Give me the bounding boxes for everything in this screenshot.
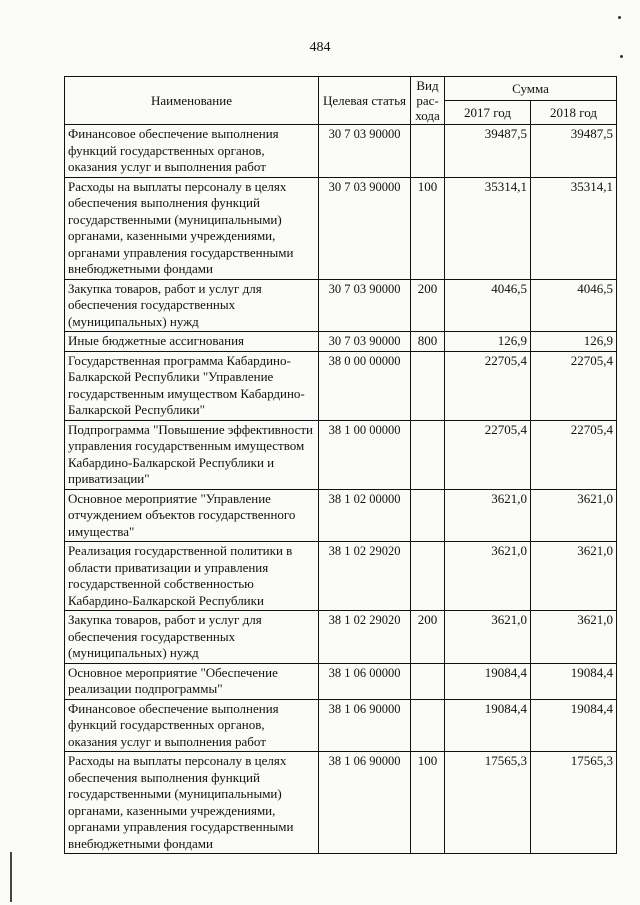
row-vid bbox=[411, 351, 445, 420]
row-code: 38 1 06 90000 bbox=[319, 699, 411, 752]
row-code: 38 0 00 00000 bbox=[319, 351, 411, 420]
table-row bbox=[65, 332, 617, 352]
row-vid bbox=[411, 542, 445, 611]
row-2018: 17565,3 bbox=[531, 752, 617, 854]
budget-table bbox=[64, 76, 617, 854]
row-2018: 3621,0 bbox=[531, 611, 617, 664]
row-2018: 126,9 bbox=[531, 332, 617, 352]
row-vid bbox=[411, 489, 445, 542]
row-vid bbox=[411, 420, 445, 489]
scan-margin-line bbox=[10, 852, 12, 902]
row-vid: 200 bbox=[411, 611, 445, 664]
table-header bbox=[65, 77, 617, 125]
row-code: 30 7 03 90000 bbox=[319, 332, 411, 352]
header-sum: Сумма bbox=[445, 77, 617, 101]
row-2018: 39487,5 bbox=[531, 125, 617, 178]
row-code: 30 7 03 90000 bbox=[319, 125, 411, 178]
row-name: Расходы на выплаты персоналу в целях обеспечения выполнения функций государственными (муниципальными) органами, казенными учреждениями, органами управления государственными внебюджетными фондами bbox=[65, 752, 319, 854]
row-2018: 22705,4 bbox=[531, 351, 617, 420]
header-year-2018: 2018 год bbox=[531, 101, 617, 125]
row-2017: 4046,5 bbox=[445, 279, 531, 332]
table-row bbox=[65, 699, 617, 752]
row-vid: 800 bbox=[411, 332, 445, 352]
table-row bbox=[65, 611, 617, 664]
row-code: 38 1 02 29020 bbox=[319, 542, 411, 611]
scan-speck bbox=[618, 16, 621, 19]
table-row bbox=[65, 420, 617, 489]
table-row bbox=[65, 663, 617, 699]
row-code: 30 7 03 90000 bbox=[319, 279, 411, 332]
header-target: Целевая статья bbox=[319, 77, 411, 125]
row-name: Финансовое обеспечение выполнения функций государственных органов, оказания услуг и выполнения работ bbox=[65, 125, 319, 178]
row-2018: 3621,0 bbox=[531, 542, 617, 611]
row-code: 38 1 06 90000 bbox=[319, 752, 411, 854]
row-2017: 3621,0 bbox=[445, 611, 531, 664]
row-vid: 100 bbox=[411, 752, 445, 854]
row-2017: 19084,4 bbox=[445, 663, 531, 699]
table-row bbox=[65, 752, 617, 854]
table-row bbox=[65, 489, 617, 542]
table-row bbox=[65, 177, 617, 279]
row-2018: 19084,4 bbox=[531, 699, 617, 752]
row-2017: 17565,3 bbox=[445, 752, 531, 854]
row-name: Финансовое обеспечение выполнения функций государственных органов, оказания услуг и выполнения работ bbox=[65, 699, 319, 752]
row-code: 38 1 02 00000 bbox=[319, 489, 411, 542]
row-2018: 19084,4 bbox=[531, 663, 617, 699]
table-row bbox=[65, 542, 617, 611]
row-2017: 39487,5 bbox=[445, 125, 531, 178]
row-code: 38 1 00 00000 bbox=[319, 420, 411, 489]
table-row bbox=[65, 351, 617, 420]
header-vid: Вид рас-хода bbox=[411, 77, 445, 125]
row-2018: 3621,0 bbox=[531, 489, 617, 542]
row-2018: 4046,5 bbox=[531, 279, 617, 332]
row-name: Основное мероприятие "Обеспечение реализации подпрограммы" bbox=[65, 663, 319, 699]
row-2017: 3621,0 bbox=[445, 542, 531, 611]
row-2018: 35314,1 bbox=[531, 177, 617, 279]
row-code: 38 1 02 29020 bbox=[319, 611, 411, 664]
header-name: Наименование bbox=[65, 77, 319, 125]
row-name: Подпрограмма "Повышение эффективности управления государственным имуществом Кабардино-Балкарской Республики и приватизации" bbox=[65, 420, 319, 489]
row-name: Основное мероприятие "Управление отчуждением объектов государственного имущества" bbox=[65, 489, 319, 542]
row-2017: 22705,4 bbox=[445, 420, 531, 489]
row-name: Закупка товаров, работ и услуг для обеспечения государственных (муниципальных) нужд bbox=[65, 279, 319, 332]
row-2017: 22705,4 bbox=[445, 351, 531, 420]
table-row bbox=[65, 125, 617, 178]
row-code: 30 7 03 90000 bbox=[319, 177, 411, 279]
row-vid: 100 bbox=[411, 177, 445, 279]
page-number: 484 bbox=[309, 40, 331, 55]
table-row bbox=[65, 279, 617, 332]
header-year-2017: 2017 год bbox=[445, 101, 531, 125]
row-2017: 126,9 bbox=[445, 332, 531, 352]
row-vid bbox=[411, 663, 445, 699]
row-vid bbox=[411, 125, 445, 178]
row-name: Реализация государственной политики в области приватизации и управления государственной собственностью Кабардино-Балкарской Республики bbox=[65, 542, 319, 611]
row-code: 38 1 06 00000 bbox=[319, 663, 411, 699]
table-body bbox=[65, 125, 617, 854]
row-name: Расходы на выплаты персоналу в целях обеспечения выполнения функций государственными (муниципальными) органами, казенными учреждениями, органами управления государственными внебюджетными фондами bbox=[65, 177, 319, 279]
row-name: Иные бюджетные ассигнования bbox=[65, 332, 319, 352]
row-name: Государственная программа Кабардино-Балкарской Республики "Управление государственным имуществом Кабардино-Балкарской Республики" bbox=[65, 351, 319, 420]
row-2017: 35314,1 bbox=[445, 177, 531, 279]
row-vid: 200 bbox=[411, 279, 445, 332]
row-2018: 22705,4 bbox=[531, 420, 617, 489]
row-vid bbox=[411, 699, 445, 752]
row-name: Закупка товаров, работ и услуг для обеспечения государственных (муниципальных) нужд bbox=[65, 611, 319, 664]
row-2017: 19084,4 bbox=[445, 699, 531, 752]
scan-speck bbox=[620, 55, 623, 58]
row-2017: 3621,0 bbox=[445, 489, 531, 542]
